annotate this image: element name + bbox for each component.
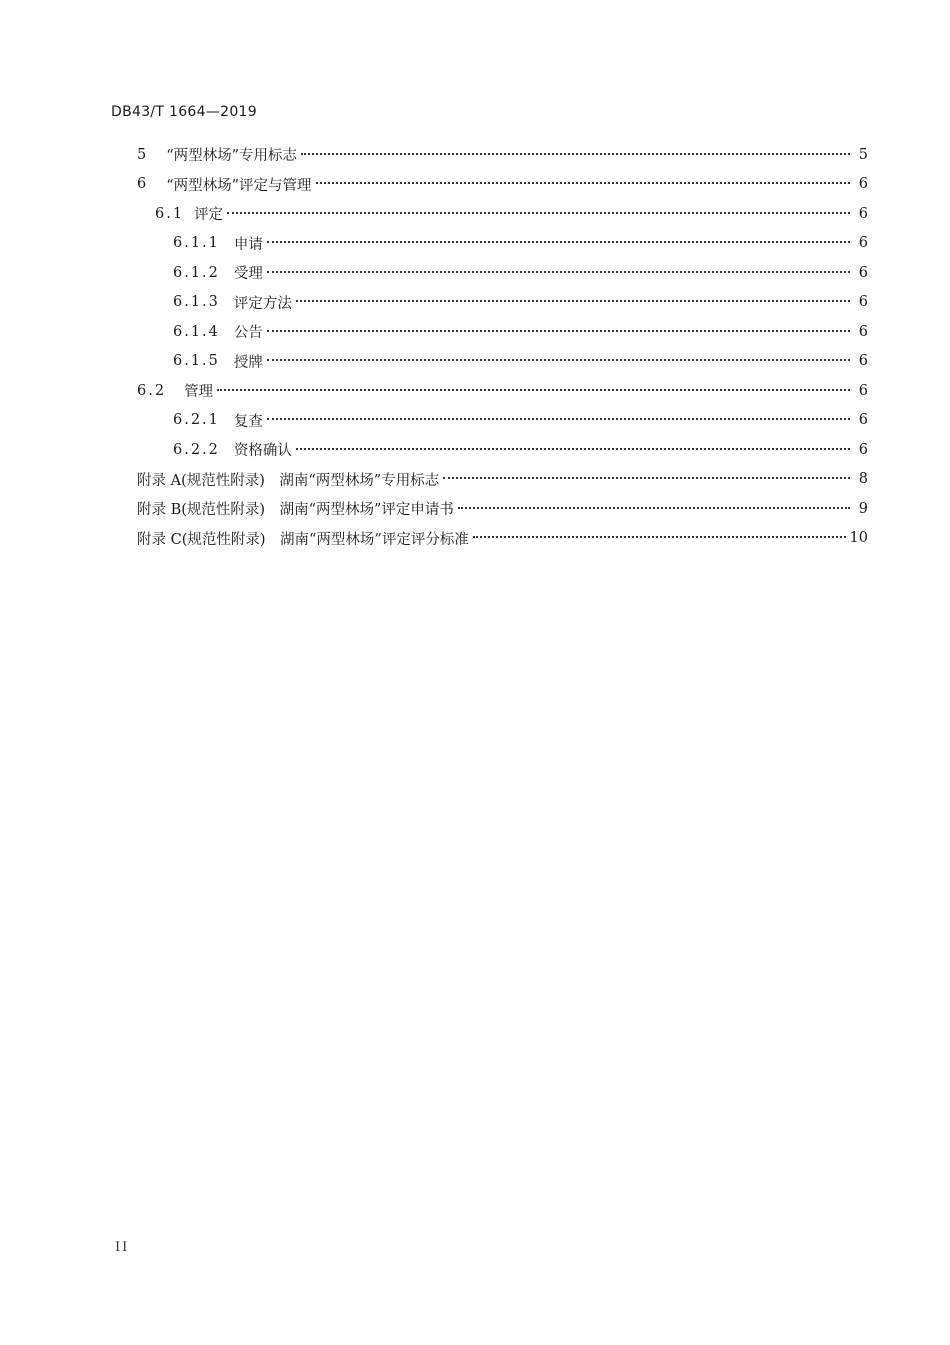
toc-entry-page: 6 [858, 264, 868, 281]
toc-entry-title: “两型林场”评定与管理 [166, 177, 312, 194]
toc-entry[interactable] [137, 288, 868, 318]
toc-entry-page: 6 [858, 323, 868, 340]
toc-entry-title: 申请 [233, 236, 263, 253]
toc-entry-title: 授牌 [233, 354, 263, 371]
toc-entry[interactable] [137, 140, 868, 170]
toc-dot-leader [267, 241, 850, 243]
toc-entry-title: 受理 [233, 266, 263, 283]
toc-entry-title: 附录 C(规范性附录) 湖南“两型林场”评定评分标准 [137, 531, 469, 548]
toc-dot-leader [267, 418, 850, 420]
toc-entry-page: 6 [858, 382, 868, 399]
toc-entry-page: 6 [858, 176, 868, 193]
toc-entry[interactable] [137, 524, 868, 554]
toc-dot-leader [267, 271, 850, 273]
toc-entry-page: 6 [858, 412, 868, 429]
page-number-footer: II [115, 1240, 130, 1255]
toc-entry-title: 管理 [184, 384, 214, 401]
toc-entry-number: 6.1.4 [173, 323, 220, 340]
toc-entry-title: 资格确认 [233, 443, 292, 460]
toc-entry[interactable] [137, 258, 868, 288]
toc-entry[interactable] [137, 317, 868, 347]
toc-entry[interactable] [137, 406, 868, 436]
toc-entry-title: 复查 [233, 413, 263, 430]
toc-dot-leader [458, 507, 850, 509]
toc-dot-leader [296, 300, 850, 302]
toc-entry-number: 6.2.2 [173, 441, 220, 458]
toc-dot-leader [473, 536, 846, 538]
toc-entry-number: 6.1.3 [173, 294, 220, 311]
toc-entry[interactable] [137, 465, 868, 495]
toc-entry-page: 10 [849, 530, 868, 547]
toc-entry-page: 6 [858, 205, 868, 222]
toc-entry-number: 6.1.2 [173, 264, 220, 281]
toc-entry-title: 公告 [233, 325, 263, 342]
toc-entry-page: 5 [858, 146, 868, 163]
toc-entry[interactable] [137, 494, 868, 524]
toc-entry-number: 6.2.1 [173, 412, 220, 429]
toc-entry-page: 6 [858, 235, 868, 252]
toc-entry[interactable] [137, 435, 868, 465]
toc-dot-leader [316, 182, 850, 184]
toc-dot-leader [227, 212, 850, 214]
toc-entry[interactable] [137, 229, 868, 259]
toc-dot-leader [267, 330, 850, 332]
toc-dot-leader [296, 448, 850, 450]
toc-entry-title: 附录 A(规范性附录) 湖南“两型林场”专用标志 [137, 472, 440, 489]
toc-entry[interactable] [137, 199, 868, 229]
toc-entry-title: “两型林场”专用标志 [166, 148, 298, 165]
toc-entry-title: 评定方法 [233, 295, 292, 312]
document-code: DB43/T 1664—2019 [111, 104, 257, 120]
toc-entry[interactable] [137, 376, 868, 406]
toc-entry-page: 6 [858, 294, 868, 311]
toc-entry-number: 5 [137, 146, 149, 163]
toc-entry-title: 评定 [194, 207, 224, 224]
toc-dot-leader [301, 153, 850, 155]
toc-dot-leader [217, 389, 850, 391]
toc-entry-title: 附录 B(规范性附录) 湖南“两型林场”评定申请书 [137, 502, 454, 519]
toc-entry-page: 8 [858, 471, 868, 488]
toc-entry-number: 6.1.1 [173, 235, 220, 252]
toc-entry-page: 9 [858, 500, 868, 517]
toc-entry-number: 6 [137, 176, 149, 193]
table-of-contents [137, 140, 868, 553]
toc-dot-leader [443, 477, 850, 479]
toc-entry-number: 6.1 [155, 205, 185, 222]
toc-entry-number: 6.2 [137, 382, 167, 399]
toc-entry[interactable] [137, 347, 868, 377]
toc-entry-page: 6 [858, 353, 868, 370]
toc-entry-page: 6 [858, 441, 868, 458]
toc-entry-number: 6.1.5 [173, 353, 220, 370]
toc-dot-leader [267, 359, 850, 361]
toc-entry[interactable] [137, 170, 868, 200]
